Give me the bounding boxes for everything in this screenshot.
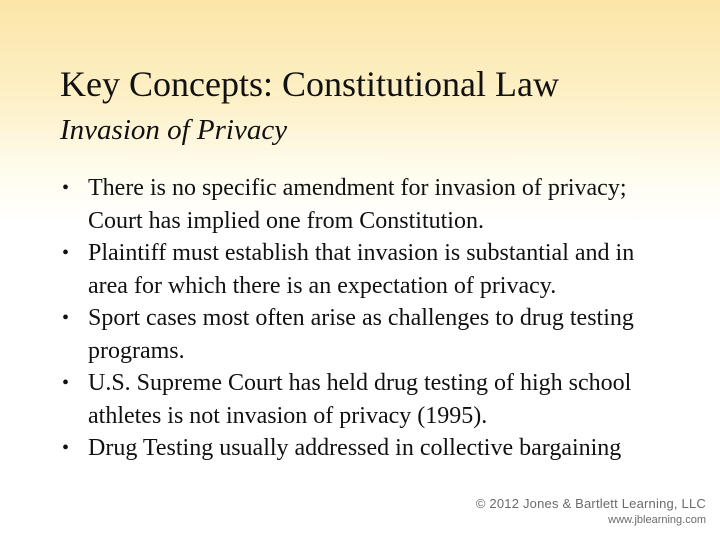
bullet-item xyxy=(60,237,670,302)
slide-title: Key Concepts: Constitutional Law xyxy=(60,64,559,104)
bullet-item xyxy=(60,432,670,465)
bullet-text: Plaintiff must establish that invasion is substantial and in area for which there is an expectation of privacy. xyxy=(88,240,635,299)
bullet-text: There is no specific amendment for invasion of privacy; Court has implied one from Constitution. xyxy=(88,175,627,234)
website-url: www.jblearning.com xyxy=(608,514,706,526)
bullet-text: Sport cases most often arise as challenges to drug testing programs. xyxy=(88,305,634,364)
bullet-marker: • xyxy=(62,437,70,459)
bullet-item xyxy=(60,367,670,432)
slide-subtitle: Invasion of Privacy xyxy=(60,114,288,146)
bullet-marker: • xyxy=(62,177,70,199)
bullet-text: U.S. Supreme Court has held drug testing of high school athletes is not invasion of privacy (1995). xyxy=(88,370,632,429)
bullet-item xyxy=(60,302,670,367)
bullet-text: Drug Testing usually addressed in collective bargaining xyxy=(88,435,622,461)
bullet-marker: • xyxy=(62,307,70,329)
copyright-notice xyxy=(476,496,706,528)
bullet-marker: • xyxy=(62,242,70,264)
bullet-list xyxy=(60,172,670,465)
copyright-text: © 2012 Jones & Bartlett Learning, LLC xyxy=(475,496,706,511)
bullet-marker: • xyxy=(62,372,70,394)
bullet-item xyxy=(60,172,670,237)
